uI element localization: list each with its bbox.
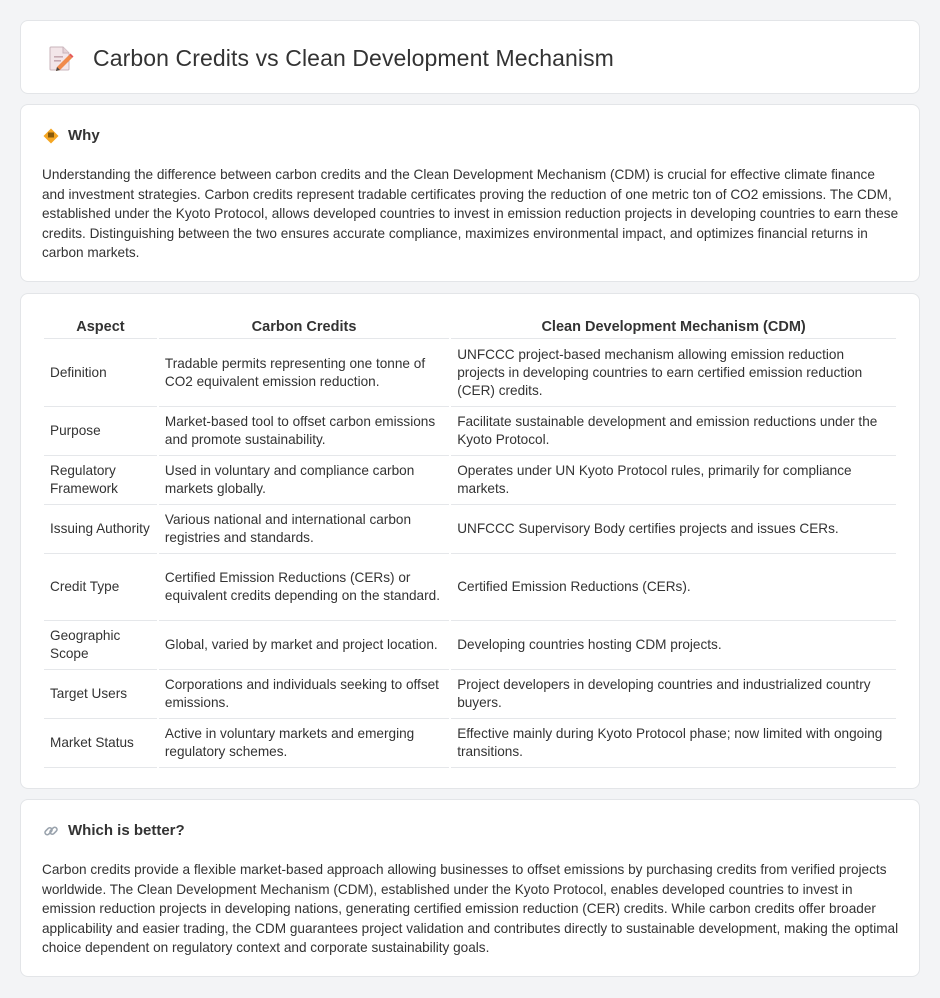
table-row [44,339,896,407]
page-title: Carbon Credits vs Clean Development Mechanism [93,44,614,71]
header-aspect: Aspect [44,316,157,339]
better-title: Which is better? [68,822,185,839]
header-cdm: Clean Development Mechanism (CDM) [451,316,896,339]
why-heading [43,127,100,144]
aspect-cell: Geographic Scope [44,621,157,670]
aspect-cell: Definition [44,339,157,407]
cdm-cell: Facilitate sustainable development and emission reductions under the Kyoto Protocol. [451,407,896,456]
diamond-warning-icon [43,128,59,144]
carbon-credits-cell: Used in voluntary and compliance carbon markets globally. [159,456,449,505]
table-row [44,621,896,670]
cdm-cell: Effective mainly during Kyoto Protocol phase; now limited with ongoing transitions. [451,719,896,768]
why-text: Understanding the difference between carbon credits and the Clean Development Mechanism (CDM) is crucial for effective climate finance and investment strategies. Carbon credits represent tradable certificates proving the reduction of one metric ton of CO2 emissions. The CDM, established under the Kyoto Protocol, allows developed countries to invest in emission reduction projects in developing countries to earn these credits. Distinguishing between the two ensures accurate compliance, maximizes environmental impact, and optimizes financial returns in carbon markets. [42,167,899,260]
aspect-cell: Regulatory Framework [44,456,157,505]
aspect-cell: Purpose [44,407,157,456]
carbon-credits-cell: Corporations and individuals seeking to offset emissions. [159,670,449,719]
table-row [44,505,896,554]
why-section [20,104,920,282]
aspect-cell: Market Status [44,719,157,768]
carbon-credits-cell: Certified Emission Reductions (CERs) or equivalent credits depending on the standard. [159,554,449,621]
table-header-row [44,316,896,339]
aspect-cell: Credit Type [44,554,157,621]
comparison-table [42,316,898,768]
cdm-cell: Certified Emission Reductions (CERs). [451,554,896,621]
cdm-cell: Project developers in developing countries and industrialized country buyers. [451,670,896,719]
which-is-better-section [20,799,920,977]
table-row [44,407,896,456]
cdm-cell: Developing countries hosting CDM projects. [451,621,896,670]
carbon-credits-cell: Tradable permits representing one tonne of CO2 equivalent emission reduction. [159,339,449,407]
cdm-cell: UNFCCC project-based mechanism allowing emission reduction projects in developing countries to earn certified emission reduction (CER) credits. [451,339,896,407]
aspect-cell: Issuing Authority [44,505,157,554]
better-heading [43,822,185,839]
title-row [45,43,614,73]
aspect-cell: Target Users [44,670,157,719]
cdm-cell: Operates under UN Kyoto Protocol rules, primarily for compliance markets. [451,456,896,505]
link-icon [43,823,59,839]
carbon-credits-cell: Active in voluntary markets and emerging regulatory schemes. [159,719,449,768]
why-title: Why [68,127,100,144]
table-row [44,670,896,719]
header-carbon-credits: Carbon Credits [159,316,449,339]
better-text: Carbon credits provide a flexible market-based approach allowing businesses to offset emissions by purchasing credits from verified projects worldwide. The Clean Development Mechanism (CDM), established under the Kyoto Protocol, enables developed countries to invest in emission reduction projects in developing nations, generating certified emission reduction (CER) credits. While carbon credits offer broader applicability and easier trading, the CDM guarantees project validation and contributes directly to sustainable development, making the optimal choice dependent on regulatory context and corporate sustainability goals. [42,862,899,955]
carbon-credits-cell: Global, varied by market and project location. [159,621,449,670]
carbon-credits-cell: Market-based tool to offset carbon emissions and promote sustainability. [159,407,449,456]
document-edit-icon [45,43,75,73]
comparison-table-card [20,293,920,789]
table-row [44,554,896,621]
carbon-credits-cell: Various national and international carbon registries and standards. [159,505,449,554]
table-row [44,719,896,768]
cdm-cell: UNFCCC Supervisory Body certifies projects and issues CERs. [451,505,896,554]
title-card [20,20,920,94]
table-row [44,456,896,505]
